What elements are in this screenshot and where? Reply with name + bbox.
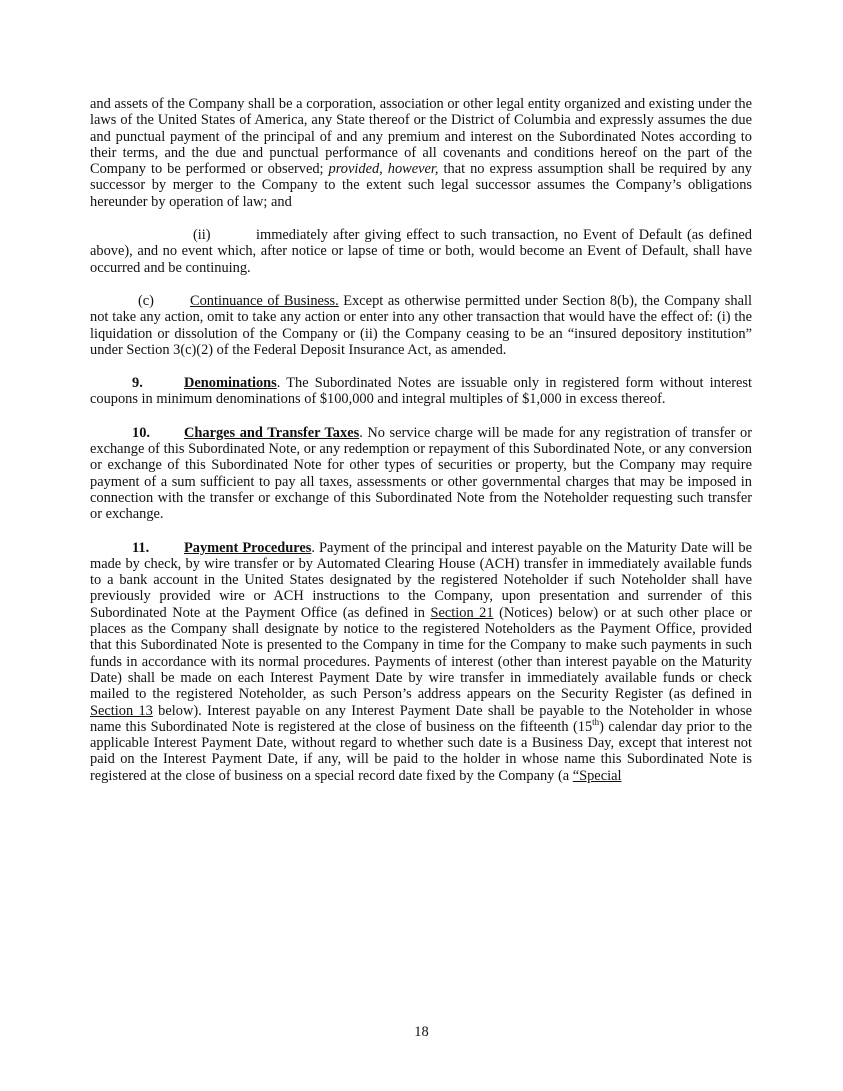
section-number: 9.	[132, 375, 143, 392]
section-reference: Section 21	[430, 604, 494, 621]
clause-heading: Continuance of Business.	[190, 292, 339, 309]
superscript-th: th	[592, 717, 600, 727]
section-11: 11. Payment Procedures. Payment of the principal and interest payable on the Maturity Date will be made by check, by wire transfer or by Automated Clearing House (ACH) transfer in immediately available funds to a bank account in the United States designated by the registered Noteholder if such Noteholder shall have previously provided wire or ACH instructions to the Company, upon presentation and surrender of this Subordinated Note at the Payment Office (as defined in Section 21 (Notices) below) or at such other place or places as the Company shall designate by notice to the registered Noteholders as the Payment Office, provided that this Subordinated Note is presented to the Company in time for the Company to make such payments in such funds in accordance with its normal procedures. Payments of interest (other than interest payable on the Maturity Date) shall be made on each Interest Payment Date by wire transfer in immediately available funds or check mailed to the registered Noteholder, as such Person’s address appears on the Security Register (as defined in Section 13 below). Interest payable on any Interest Payment Date shall be payable to the Noteholder in whose name this Subordinated Note is registered at the close of business on the fifteenth (15th) calendar day prior to the applicable Interest Payment Date, without regard to whether such date is a Business Day, except that interest not paid on the Interest Payment Date, if any, will be paid to the holder in whose name this Subordinated Note is registered at the close of business on a special record date fixed by the Company (a “Special	[90, 539, 753, 784]
clause-number: (c)	[138, 292, 154, 309]
section-heading: Payment Procedures	[184, 539, 312, 556]
paragraph-continuation: and assets of the Company shall be a corporation, association or other legal entity organized and existing under the laws of the United States of America, any State thereof or the District of Columbia and expressly assumes the due and punctual payment of the principal of and any premium and interest on the Subordinated Notes according to their terms, and the due and punctual performance of all covenants and conditions hereof on the part of the Company to be performed or observed; provided, however, that no express assumption shall be required by any successor by merger to the Company to the extent such legal successor assumes the Company’s obligations hereunder by operation of law; and	[90, 96, 752, 210]
clause-c: (c) Continuance of Business. Except as otherwise permitted under Section 8(b), the Company shall not take any action, omit to take any action or enter into any other transaction that would have the effect of: (i) the liquidation or dissolution of the Company or (ii) the Company ceasing to be an “insured depository institution” under Section 3(c)(2) of the Federal Deposit Insurance Act, as amended.	[90, 292, 752, 358]
special-record-date-term: “Special	[572, 767, 622, 784]
clause-ii: (ii) immediately after giving effect to such transaction, no Event of Default (as defined above), and no event which, after notice or lapse of time or both, would become an Event of Default, shall have occurred and be continuing.	[90, 227, 752, 276]
section-heading: Charges and Transfer Taxes	[184, 424, 360, 441]
clause-number: (ii)	[193, 227, 211, 244]
section-number: 10.	[132, 424, 150, 441]
section-9: 9. Denominations. The Subordinated Notes are issuable only in registered form without interest coupons in minimum denominations of $100,000 and integral multiples of $1,000 in excess thereof.	[90, 375, 752, 408]
document-page	[90, 96, 752, 801]
section-reference: Section 13	[90, 702, 153, 719]
section-10: 10. Charges and Transfer Taxes. No service charge will be made for any registration of transfer or exchange of this Subordinated Note, or any redemption or repayment of this Subordinated Note, or any conversion or exchange of this Subordinated Note for other types of securities or property, but the Company may require payment of a sum sufficient to pay all taxes, assessments or other governmental charges that may be imposed in connection with the transfer or exchange of this Subordinated Note from the Noteholder requesting such transfer or exchange.	[90, 424, 752, 523]
section-number: 11.	[132, 539, 150, 556]
provided-however-italic: provided, however,	[328, 161, 439, 178]
section-heading: Denominations	[184, 375, 277, 392]
page-number: 18	[414, 1024, 429, 1040]
